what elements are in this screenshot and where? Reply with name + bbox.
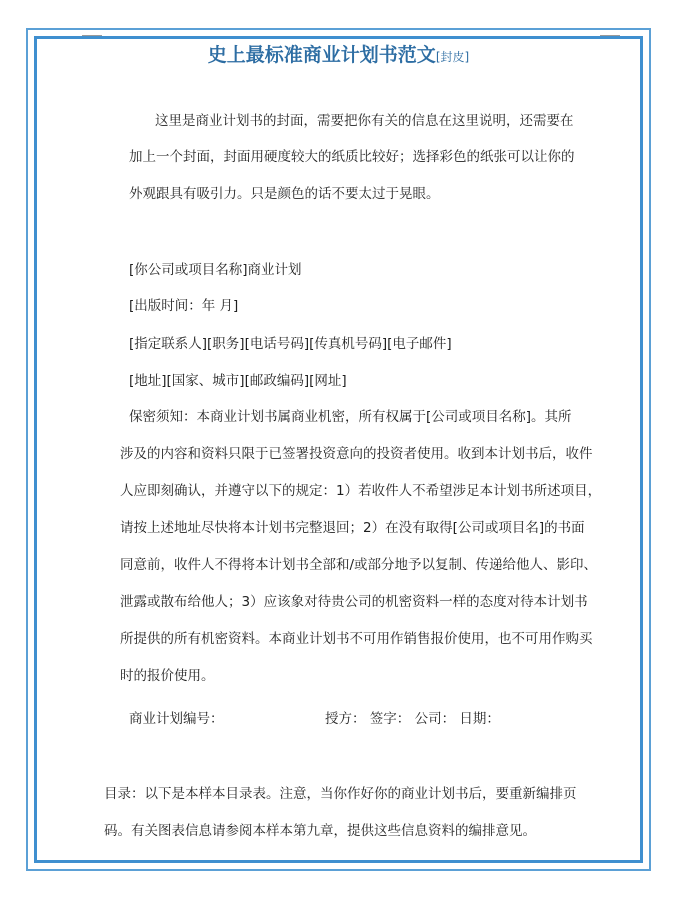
notice-line: 时的报价使用。 (120, 668, 215, 684)
notice-line: 所提供的所有机密资料。本商业计划书不可用作销售报价使用，也不可用作购买 (120, 631, 593, 647)
title-main: 史上最标准商业计划书范文 (207, 44, 436, 66)
crop-mark-left (82, 35, 102, 36)
field-address: [地址][国家、城市][邮政编码][网址] (129, 373, 347, 389)
toc-note-line: 码。有关图表信息请参阅本样本第九章，提供这些信息资料的编排意见。 (104, 823, 536, 839)
toc-note-line: 目录：以下是本样本目录表。注意，当你作好你的商业计划书后，要重新编排页 (104, 786, 577, 802)
plan-number-label: 商业计划编号： (129, 711, 224, 727)
notice-line: 涉及的内容和资料只限于已签署投资意向的投资者使用。收到本计划书后，收件 (120, 446, 593, 462)
notice-line: 保密须知：本商业计划书属商业机密，所有权属于[公司或项目名称]。其所 (129, 409, 572, 425)
notice-line: 人应即刻确认，并遵守以下的规定：1）若收件人不希望涉足本计划书所述项目， (120, 483, 602, 499)
field-company-name: [你公司或项目名称]商业计划 (129, 262, 302, 278)
intro-line: 加上一个封面，封面用硬度较大的纸质比较好；选择彩色的纸张可以让你的 (129, 149, 575, 165)
notice-line: 请按上述地址尽快将本计划书完整退回；2）在没有取得[公司或项目名]的书面 (120, 520, 585, 536)
intro-line: 这里是商业计划书的封面，需要把你有关的信息在这里说明，还需要在 (155, 113, 574, 129)
notice-line: 泄露或散布给他人；3）应该象对待贵公司的机密资料一样的态度对待本计划书 (120, 594, 588, 610)
notice-line: 同意前，收件人不得将本计划书全部和/或部分地予以复制、传递给他人、影印、 (120, 557, 598, 573)
field-publish-date: [出版时间：年 月] (129, 298, 239, 314)
field-contact: [指定联系人][职务][电话号码][传真机号码][电子邮件] (129, 336, 452, 352)
title-suffix: [封皮] (435, 50, 470, 64)
crop-mark-right (600, 35, 620, 36)
signature-fields: 授方： 签字： 公司： 日期： (325, 711, 500, 727)
intro-line: 外观跟具有吸引力。只是颜色的话不要太过于晃眼。 (129, 186, 440, 202)
document-title (0, 40, 677, 67)
